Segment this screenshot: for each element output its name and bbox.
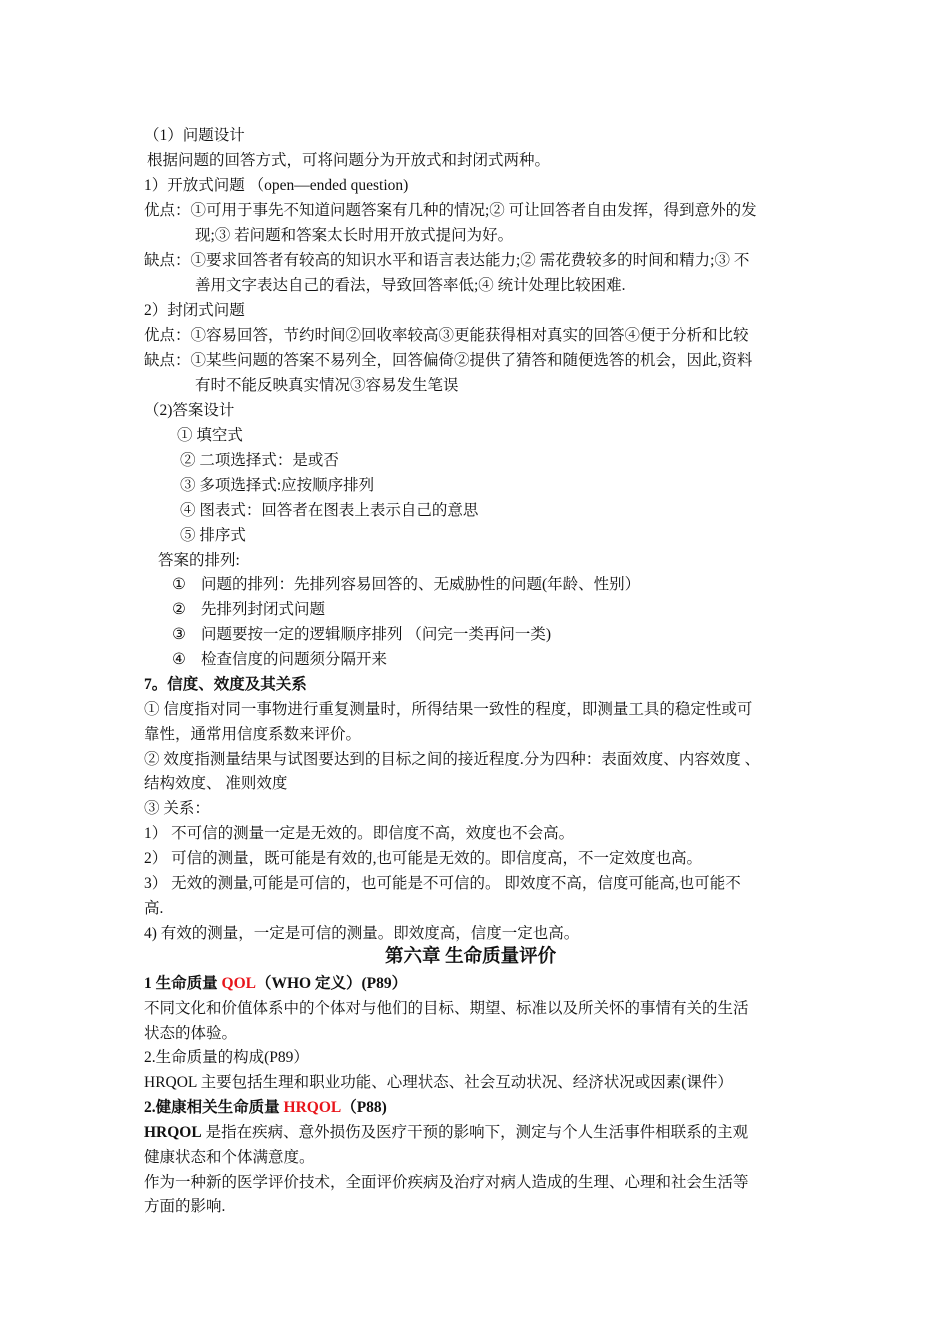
heading-qol-acronym: QOL [221, 975, 256, 992]
hrqol-definition-line-1 [144, 1123, 748, 1143]
qol-definition-line-2: 状态的体验。 [144, 1025, 238, 1042]
heading-hrqol-acronym: HRQOL [283, 1099, 342, 1116]
chapter-title: 第六章 生命质量评价 [385, 947, 557, 967]
answer-type-item: ② 二项选择式：是或否 [180, 452, 339, 469]
subheading-answer-order: 答案的排列: [158, 552, 240, 569]
open-advantages-line-1: 优点：①可用于事先不知道问题答案有几种的情况;② 可让回答者自由发挥，得到意外的发 [144, 202, 757, 219]
section-heading-question-design: （1）问题设计 [144, 127, 245, 144]
heading-qol [144, 974, 407, 994]
relationship-item-3-line-1: 3） 无效的测量,可能是可信的，也可能是不可信的。 即效度不高，信度可能高,也可能不 [144, 875, 741, 892]
order-item-number: ① [172, 576, 186, 593]
answer-type-item: ① 填空式 [177, 427, 243, 444]
heading-qol-suffix: （WHO 定义）(P89） [255, 975, 408, 992]
hrqol-term: HRQOL [144, 1124, 202, 1141]
relationship-item-2: 2） 可信的测量，既可能是有效的,也可能是无效的。即信度高，不一定效度也高。 [144, 850, 703, 867]
reliability-definition-line-1: ① 信度指对同一事物进行重复测量时，所得结果一致性的程度，即测量工具的稳定性或可 [144, 701, 753, 718]
order-item-number: ④ [172, 651, 186, 668]
reliability-definition-line-2: 靠性，通常用信度系数来评价。 [144, 726, 362, 743]
open-disadvantages-line-1: 缺点：①要求回答者有较高的知识水平和语言表达能力;② 需花费较多的时间和精力;③ 不 [144, 252, 750, 269]
open-disadvantages-line-2: 善用文字表达自己的看法，导致回答率低;④ 统计处理比较困难. [195, 277, 626, 294]
hrqol-purpose-line-1: 作为一种新的医学评价技术，全面评价疾病及治疗对病人造成的生理、心理和社会生活等 [144, 1174, 749, 1191]
order-item-text: 问题的排列：先排列容易回答的、无威胁性的问题(年龄、性别） [201, 576, 641, 593]
closed-advantages: 优点：①容易回答，节约时间②回收率较高③更能获得相对真实的回答④便于分析和比较 [144, 327, 749, 344]
heading-hrqol-suffix: （P88) [341, 1099, 387, 1116]
order-item-text: 检查信度的问题须分隔开来 [201, 651, 388, 668]
section-heading-reliability-validity: 7。信度、效度及其关系 [144, 676, 307, 693]
hrqol-definition-text: 是指在疾病、意外损伤及医疗干预的影响下，测定与个人生活事件相联系的主观 [201, 1124, 749, 1141]
answer-type-item: ④ 图表式：回答者在图表上表示自己的意思 [180, 502, 479, 519]
closed-disadvantages-line-2: 有时不能反映真实情况③容易发生笔误 [195, 377, 459, 394]
validity-definition-line-1: ② 效度指测量结果与试图要达到的目标之间的接近程度.分为四种：表面效度、内容效度 、 [144, 751, 761, 768]
relationship-item-1: 1） 不可信的测量一定是无效的。即信度不高，效度也不会高。 [144, 825, 575, 842]
order-item-text: 先排列封闭式问题 [201, 601, 326, 618]
heading-qol-composition: 2.生命质量的构成(P89） [144, 1049, 309, 1066]
heading-hrqol-prefix: 2.健康相关生命质量 [144, 1099, 284, 1116]
qol-composition-text: HRQOL 主要包括生理和职业功能、心理状态、社会互动状况、经济状况或因素(课件） [144, 1074, 733, 1091]
open-advantages-line-2: 现;③ 若问题和答案太长时用开放式提问为好。 [195, 227, 514, 244]
order-item-number: ③ [172, 626, 186, 643]
order-item-number: ② [172, 601, 186, 618]
section-heading-answer-design: （2)答案设计 [144, 402, 235, 419]
relationship-item-3-line-2: 高. [144, 900, 164, 917]
closed-disadvantages-line-1: 缺点：①某些问题的答案不易列全，回答偏倚②提供了猜答和随便选答的机会，因此,资料 [144, 352, 753, 369]
subheading-closed-question: 2）封闭式问题 [144, 302, 245, 319]
order-item-text: 问题要按一定的逻辑顺序排列 （问完一类再问一类) [201, 626, 552, 643]
heading-hrqol [144, 1098, 387, 1118]
answer-type-item: ⑤ 排序式 [180, 527, 246, 544]
qol-definition-line-1: 不同文化和价值体系中的个体对与他们的目标、期望、标准以及所关怀的事情有关的生活 [144, 1000, 749, 1017]
relationship-heading: ③ 关系： [144, 800, 210, 817]
hrqol-purpose-line-2: 方面的影响. [144, 1198, 226, 1215]
relationship-item-4: 4) 有效的测量，一定是可信的测量。即效度高，信度一定也高。 [144, 925, 580, 942]
validity-definition-line-2: 结构效度、 准则效度 [144, 775, 288, 792]
subheading-open-question: 1）开放式问题 （open—ended question) [144, 177, 409, 194]
hrqol-definition-line-2: 健康状态和个体满意度。 [144, 1149, 315, 1166]
heading-qol-prefix: 1 生命质量 [144, 975, 222, 992]
answer-type-item: ③ 多项选择式:应按顺序排列 [180, 477, 375, 494]
paragraph-intro: 根据问题的回答方式，可将问题分为开放式和封闭式两种。 [147, 152, 551, 169]
